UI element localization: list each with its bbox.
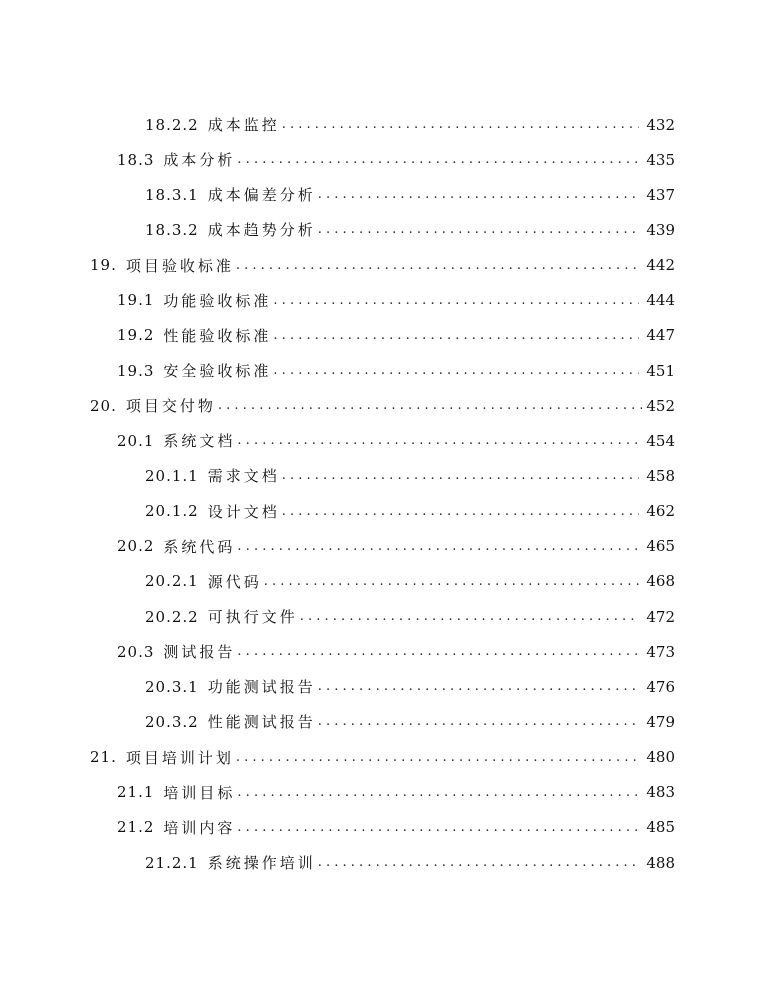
toc-entry-page: 447 <box>646 326 675 345</box>
toc-entry-number: 21. <box>90 748 117 767</box>
toc-entry-page: 452 <box>646 396 675 415</box>
toc-entry-page: 480 <box>646 748 675 767</box>
toc-entry-number: 21.2.1 <box>145 853 199 872</box>
toc-entry-title: 成本分析 <box>163 151 236 170</box>
toc-entry[interactable] <box>0 775 765 810</box>
toc-entry[interactable] <box>0 318 765 353</box>
toc-entry-title: 功能验收标准 <box>163 291 272 310</box>
toc-entry-title: 项目验收标准 <box>125 256 234 275</box>
toc-entry-title: 功能测试报告 <box>207 678 316 697</box>
toc-dot-leader <box>300 609 639 624</box>
toc-dot-leader <box>273 363 639 378</box>
toc-entry[interactable] <box>0 388 765 423</box>
toc-entry-number: 20.3.2 <box>145 712 199 731</box>
toc-entry[interactable] <box>0 107 765 142</box>
toc-entry-title: 系统代码 <box>163 537 236 556</box>
toc-dot-leader <box>237 152 639 167</box>
toc-dot-leader <box>237 820 639 835</box>
toc-dot-leader <box>273 328 639 343</box>
toc-dot-leader <box>236 258 642 273</box>
toc-entry-page: 439 <box>646 220 675 239</box>
toc-entry-page: 444 <box>646 291 675 310</box>
toc-entry-page: 462 <box>646 502 675 521</box>
toc-entry-page: 454 <box>646 431 675 450</box>
toc-entry-page: 476 <box>646 677 675 696</box>
toc-entry[interactable] <box>0 845 765 880</box>
toc-entry-title: 培训目标 <box>163 783 236 802</box>
toc-dot-leader <box>318 187 639 202</box>
toc-entry-number: 20.3.1 <box>145 677 199 696</box>
toc-entry-page: 472 <box>646 607 675 626</box>
toc-entry[interactable] <box>0 283 765 318</box>
toc-dot-leader <box>264 574 639 589</box>
toc-entry[interactable] <box>0 529 765 564</box>
toc-entry-title: 成本偏差分析 <box>207 186 316 205</box>
toc-entry[interactable] <box>0 599 765 634</box>
toc-entry-page: 432 <box>646 115 675 134</box>
toc-entry-number: 18.3.2 <box>145 220 199 239</box>
toc-entry-page: 485 <box>646 818 675 837</box>
toc-entry-title: 设计文档 <box>207 502 280 521</box>
toc-entry-number: 18.3 <box>117 150 155 169</box>
toc-entry-number: 20.1.2 <box>145 502 199 521</box>
toc-entry-number: 19.2 <box>117 326 155 345</box>
toc-dot-leader <box>282 117 639 132</box>
toc-entry-number: 20.2.2 <box>145 607 199 626</box>
toc-entry-number: 20.2 <box>117 537 155 556</box>
toc-entry-page: 442 <box>646 256 675 275</box>
toc-entry-number: 21.1 <box>117 783 155 802</box>
toc-entry[interactable] <box>0 810 765 845</box>
toc-entry-page: 468 <box>646 572 675 591</box>
toc-entry-title: 培训内容 <box>163 818 236 837</box>
toc-entry-number: 18.2.2 <box>145 115 199 134</box>
toc-dot-leader <box>218 398 642 413</box>
toc-entry[interactable] <box>0 248 765 283</box>
toc-entry-number: 18.3.1 <box>145 185 199 204</box>
toc-dot-leader <box>318 222 639 237</box>
toc-entry-title: 安全验收标准 <box>163 362 272 381</box>
toc-entry[interactable] <box>0 494 765 529</box>
toc-entry-number: 19.1 <box>117 291 155 310</box>
toc-entry-title: 成本趋势分析 <box>207 221 316 240</box>
toc-entry-number: 21.2 <box>117 818 155 837</box>
toc-entry-title: 源代码 <box>207 572 262 591</box>
toc-entry-page: 435 <box>646 150 675 169</box>
toc-entry-page: 458 <box>646 466 675 485</box>
toc-dot-leader <box>236 750 642 765</box>
toc-entry-title: 可执行文件 <box>207 608 298 627</box>
toc-dot-leader <box>318 679 639 694</box>
toc-entry[interactable] <box>0 564 765 599</box>
toc-entry-page: 437 <box>646 185 675 204</box>
toc-dot-leader <box>273 293 639 308</box>
toc-entry-page: 451 <box>646 361 675 380</box>
toc-entry[interactable] <box>0 353 765 388</box>
toc-dot-leader <box>237 433 639 448</box>
toc-entry-title: 系统文档 <box>163 432 236 451</box>
toc-entry-page: 479 <box>646 712 675 731</box>
toc-entry-number: 20.1 <box>117 431 155 450</box>
toc-entry[interactable] <box>0 669 765 704</box>
toc-entry[interactable] <box>0 740 765 775</box>
toc-entry-number: 20.1.1 <box>145 466 199 485</box>
toc-dot-leader <box>237 644 639 659</box>
toc-entry[interactable] <box>0 423 765 458</box>
toc-entry[interactable] <box>0 142 765 177</box>
toc-dot-leader <box>318 855 639 870</box>
toc-entry-number: 20.2.1 <box>145 572 199 591</box>
toc-entry-title: 性能测试报告 <box>207 713 316 732</box>
toc-entry-title: 项目培训计划 <box>125 748 234 767</box>
toc-entry-title: 测试报告 <box>163 643 236 662</box>
toc-dot-leader <box>282 468 639 483</box>
toc-dot-leader <box>282 504 639 519</box>
toc-entry-number: 19.3 <box>117 361 155 380</box>
toc-entry-number: 19. <box>90 256 117 275</box>
toc-entry-page: 473 <box>646 642 675 661</box>
toc-dot-leader <box>237 539 639 554</box>
toc-entry-page: 465 <box>646 537 675 556</box>
toc-entry-title: 项目交付物 <box>125 397 216 416</box>
toc-entry-page: 483 <box>646 783 675 802</box>
table-of-contents <box>0 107 765 880</box>
toc-entry[interactable] <box>0 458 765 493</box>
toc-entry[interactable] <box>0 634 765 669</box>
toc-entry-title: 需求文档 <box>207 467 280 486</box>
toc-entry-title: 成本监控 <box>207 116 280 135</box>
toc-entry[interactable] <box>0 212 765 247</box>
toc-entry[interactable] <box>0 177 765 212</box>
toc-entry-number: 20.3 <box>117 642 155 661</box>
toc-entry-title: 系统操作培训 <box>207 854 316 873</box>
toc-entry-title: 性能验收标准 <box>163 326 272 345</box>
toc-dot-leader <box>237 785 639 800</box>
toc-entry[interactable] <box>0 704 765 739</box>
toc-entry-number: 20. <box>90 396 117 415</box>
toc-entry-page: 488 <box>646 853 675 872</box>
toc-dot-leader <box>318 714 639 729</box>
